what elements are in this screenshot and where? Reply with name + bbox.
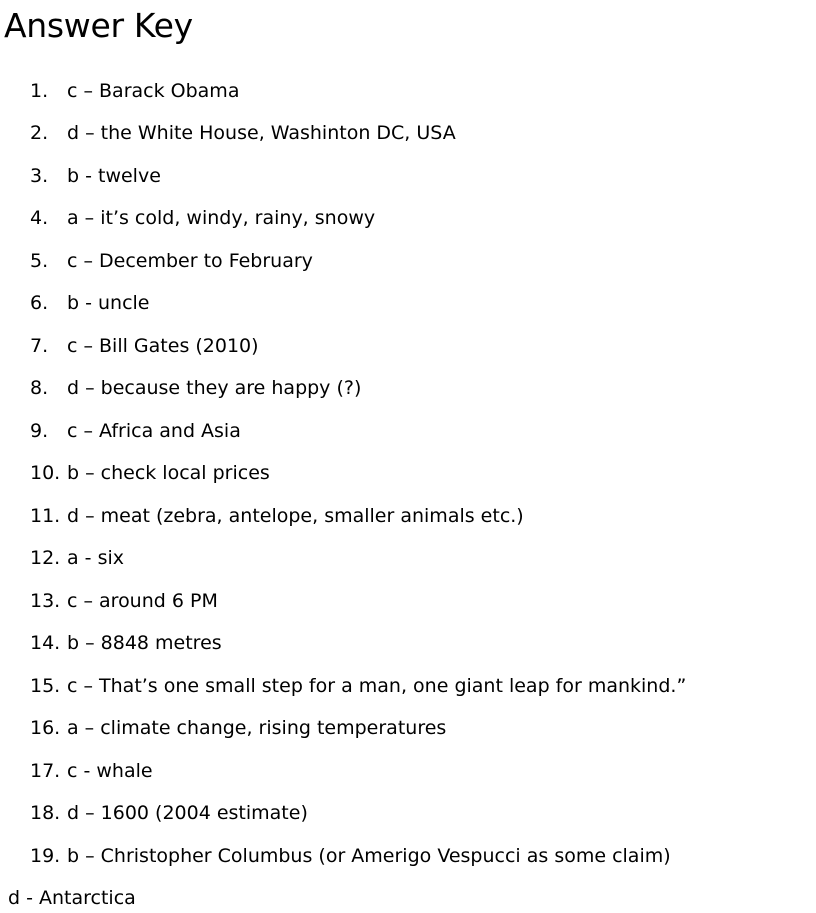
item-number: 10. <box>30 462 61 484</box>
item-number: 18. <box>30 802 61 824</box>
item-number: 1. <box>30 80 49 102</box>
item-text: c - whale <box>67 760 153 782</box>
item-text: c – Barack Obama <box>67 80 240 102</box>
item-text: c – around 6 PM <box>67 590 218 612</box>
item-text: a – it’s cold, windy, rainy, snowy <box>67 207 376 229</box>
item-text: d – 1600 (2004 estimate) <box>67 802 308 824</box>
item-number: 3. <box>30 165 49 187</box>
item-number: 12. <box>30 547 61 569</box>
item-number: 14. <box>30 632 61 654</box>
item-number: 13. <box>30 590 61 612</box>
item-number: 2. <box>30 122 49 144</box>
item-text: b – check local prices <box>67 462 270 484</box>
item-text: d – meat (zebra, antelope, smaller animals etc.) <box>67 505 524 527</box>
item-number: 6. <box>30 292 49 314</box>
item-number: 5. <box>30 250 49 272</box>
item-number: 7. <box>30 335 49 357</box>
item-text: a - six <box>67 547 124 569</box>
item-number: 19. <box>30 845 61 867</box>
item-number: 15. <box>30 675 61 697</box>
item-number: 17. <box>30 760 61 782</box>
item-text: d – the White House, Washinton DC, USA <box>67 122 456 144</box>
page-title: Answer Key <box>4 6 193 45</box>
item-text: c – Africa and Asia <box>67 420 241 442</box>
item-text: b - twelve <box>67 165 161 187</box>
item-number: 11. <box>30 505 61 527</box>
item-text: d – because they are happy (?) <box>67 377 362 399</box>
item-text: c – That’s one small step for a man, one giant leap for mankind.” <box>67 675 687 697</box>
item-number: 9. <box>30 420 49 442</box>
item-number: 4. <box>30 207 49 229</box>
item-text: b - uncle <box>67 292 150 314</box>
item-text: c – Bill Gates (2010) <box>67 335 259 357</box>
item-number: 8. <box>30 377 49 399</box>
item-text: a – climate change, rising temperatures <box>67 717 447 739</box>
item-text: b – 8848 metres <box>67 632 222 654</box>
item-number: 16. <box>30 717 61 739</box>
item-text: c – December to February <box>67 250 313 272</box>
item-text: b – Christopher Columbus (or Amerigo Vespucci as some claim) <box>67 845 671 867</box>
last-answer: d - Antarctica <box>8 887 136 909</box>
